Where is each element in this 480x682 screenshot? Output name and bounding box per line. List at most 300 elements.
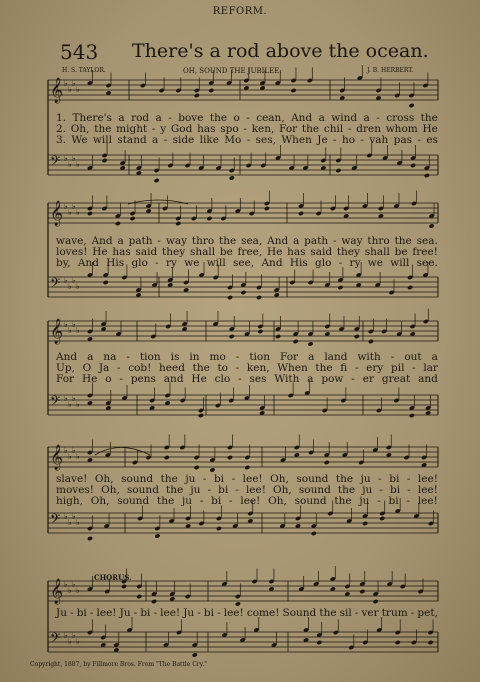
lyric-word: stand	[117, 134, 147, 146]
lyric-word: tion	[139, 351, 161, 363]
lyric-word: might	[116, 123, 148, 135]
chorus-label: CHORUS.	[94, 573, 132, 582]
lyric-word: y	[160, 123, 167, 135]
flat-sign-icon: ♭	[76, 160, 80, 169]
lyric-word: wind	[331, 112, 358, 124]
note-head	[428, 640, 434, 645]
lyric-word: a	[87, 351, 94, 363]
lyric-word: by,	[56, 257, 71, 269]
flat-sign-icon: ♭	[76, 586, 80, 595]
tie-arc	[95, 448, 150, 456]
lyric-word: shall	[364, 246, 390, 258]
lyric-word: clo	[214, 373, 231, 385]
lyric-word: -	[378, 473, 382, 485]
lyric-word: thro	[367, 235, 390, 247]
note-head	[216, 526, 222, 531]
lyric-line	[56, 134, 438, 146]
lyric-word: bi	[213, 473, 225, 485]
lyric-word: o	[233, 112, 240, 124]
lyric-line	[56, 495, 438, 507]
flat-sign-icon: ♭	[64, 276, 68, 285]
note-head	[379, 516, 385, 521]
lyric-word: And	[261, 257, 283, 269]
lyric-word: a	[293, 235, 300, 247]
lyric-word: -	[406, 473, 411, 485]
lyric-word: the	[301, 123, 320, 135]
note-head	[208, 88, 214, 93]
note-head	[151, 599, 157, 604]
lyric-word: they	[162, 246, 186, 258]
lyric-word: the	[94, 123, 112, 135]
lyric-word: -	[406, 495, 410, 507]
lyric-word: ry	[349, 257, 361, 269]
lyric-word: bove	[178, 112, 204, 124]
lyric-word: When	[277, 362, 308, 374]
lyric-word: bi	[218, 484, 229, 496]
flat-sign-icon: ♭	[76, 282, 80, 291]
note-head	[395, 640, 401, 645]
note-head	[121, 584, 127, 589]
lyric-word: spo	[220, 123, 239, 135]
lyric-word: sound	[126, 484, 159, 496]
note-head	[227, 295, 233, 300]
lyric-word: Oh,	[273, 484, 292, 496]
lyric-word: and	[418, 373, 438, 385]
lyric-word: -	[116, 362, 121, 374]
lyric-word: cean,	[256, 112, 285, 124]
lyric-word: -	[126, 351, 130, 363]
lyric-word: will	[92, 134, 112, 146]
note-head	[424, 173, 430, 178]
lyric-word: -	[197, 607, 201, 619]
lyric-word: we	[367, 257, 383, 269]
lyric-word: like	[199, 134, 219, 146]
note-head	[244, 465, 250, 470]
lyric-word: path	[128, 235, 153, 247]
lyric-word: see,	[233, 257, 255, 269]
lyric-line	[56, 257, 438, 269]
note-head	[373, 599, 379, 604]
flat-sign-icon: ♭	[68, 452, 72, 461]
lyric-word: es	[426, 134, 438, 146]
note-head	[275, 334, 281, 339]
lyric-word: the	[160, 473, 178, 485]
note-head	[298, 211, 304, 216]
note-head	[206, 216, 212, 221]
note-head	[408, 103, 414, 108]
lyric-word: -	[199, 495, 204, 507]
lyric-word: will	[206, 257, 226, 269]
lyric-word: glo	[131, 257, 148, 269]
lyric-word: the	[192, 362, 210, 374]
lyric-word: -	[410, 607, 415, 619]
lyric-word: to	[217, 362, 228, 374]
flat-sign-icon: ♭	[76, 452, 80, 461]
note-head	[209, 467, 215, 472]
lyric-word: free!	[412, 246, 438, 258]
note-head	[354, 334, 360, 339]
flat-sign-icon: ♭	[64, 631, 68, 640]
lyric-word: -	[377, 495, 381, 507]
lyric-word: -	[133, 607, 138, 619]
lyric-word: they	[336, 246, 360, 258]
lyric-word: When	[281, 134, 312, 146]
lyric-word: And	[91, 235, 113, 247]
lyric-word: tion	[249, 351, 270, 363]
lyric-word: For	[56, 373, 75, 385]
lyric-word: -	[217, 607, 221, 619]
treble-clef-icon: 𝄞	[50, 445, 64, 470]
lyric-word: sound	[294, 495, 327, 507]
note-head	[256, 295, 262, 300]
flat-sign-icon: ♭	[72, 512, 76, 521]
flat-sign-icon: ♭	[68, 160, 72, 169]
note-head	[293, 339, 299, 344]
lyric-word: -	[360, 134, 364, 146]
treble-clef-icon: 𝄞	[50, 319, 64, 344]
note-head	[410, 163, 416, 168]
lyric-word: Oh,	[94, 473, 114, 485]
note-head	[154, 178, 160, 183]
lyric-word: He	[92, 246, 108, 258]
lyric-word: sound	[296, 473, 329, 485]
lyric-word: His	[106, 257, 125, 269]
lyric-word: bi	[389, 473, 400, 485]
bass-clef-icon: 𝄢	[50, 630, 61, 649]
lyric-word: wave,	[56, 235, 87, 247]
lyric-word: trum	[381, 607, 408, 619]
lyric-word: in	[189, 351, 200, 363]
lyric-word: pow	[321, 373, 344, 385]
flat-sign-icon: ♭	[72, 580, 76, 589]
lyric-word: a	[307, 373, 314, 385]
lyric-word: sil	[339, 607, 352, 619]
flat-sign-icon: ♭	[68, 637, 72, 646]
note-head	[115, 221, 121, 226]
flat-sign-icon: ♭	[68, 586, 72, 595]
lyric-word: heed	[159, 362, 185, 374]
note-head	[307, 341, 313, 346]
lyric-word: ju	[185, 473, 196, 485]
flat-sign-icon: ♭	[68, 518, 72, 527]
flat-sign-icon: ♭	[72, 320, 76, 329]
lyric-word: He	[81, 373, 98, 385]
lyric-word: -	[333, 134, 337, 146]
lyric-word: Oh,	[270, 473, 289, 485]
note-head	[103, 280, 109, 285]
lyric-word: see.	[416, 257, 438, 269]
note-head	[240, 290, 246, 295]
note-head	[407, 285, 413, 290]
lyric-word: said	[135, 246, 158, 258]
lyric-word: cob!	[128, 362, 152, 374]
flat-sign-icon: ♭	[68, 282, 72, 291]
treble-clef-icon: 𝄞	[50, 78, 64, 103]
lyric-word: will	[390, 257, 410, 269]
lyric-word: lee!	[96, 607, 117, 619]
lyric-word: -	[246, 134, 251, 146]
lyric-word: the	[219, 235, 237, 247]
lyric-word: -	[70, 607, 74, 619]
flat-sign-icon: ♭	[68, 85, 72, 94]
lyric-word: way	[165, 235, 188, 247]
lyric-word: -	[151, 123, 156, 135]
lyric-word: ses,	[255, 134, 276, 146]
lyric-word: way	[341, 235, 363, 247]
note-head	[227, 455, 233, 460]
note-head	[409, 413, 415, 418]
lyric-word: Ju	[183, 607, 195, 619]
lyric-word: moves!	[56, 484, 95, 496]
lyric-word: vah	[369, 134, 389, 146]
lyric-word: Oh,	[268, 495, 287, 507]
lyric-word: Sound	[282, 607, 317, 619]
lyric-word: pet,	[417, 607, 438, 619]
flat-sign-icon: ♭	[68, 208, 72, 217]
lyric-word: the	[166, 484, 184, 496]
lyric-word: side	[172, 134, 195, 146]
lyric-word: lee!	[240, 495, 261, 507]
flat-sign-icon: ♭	[72, 446, 76, 455]
lyric-word: -	[235, 351, 240, 363]
lyric-word: land	[324, 351, 348, 363]
flat-sign-icon: ♭	[76, 637, 80, 646]
lyric-word: -	[157, 235, 161, 247]
lyric-word: bi	[390, 484, 401, 496]
note-head	[290, 88, 296, 93]
composer-credit: H. S. TAYLOR.	[62, 67, 106, 74]
lyric-word: with	[357, 351, 381, 363]
lyric-word: -	[163, 134, 168, 146]
hymn-number: 543	[60, 40, 99, 64]
lyric-word: bi	[388, 495, 399, 507]
lyric-line	[56, 373, 438, 385]
lyric-word: -	[207, 484, 211, 496]
lyric-word: Mo	[224, 134, 242, 146]
lyric-word: Ja	[98, 362, 110, 374]
lyric-word: sea.	[416, 235, 438, 247]
lyric-word: ju	[190, 484, 201, 496]
note-head	[368, 339, 374, 344]
flat-sign-icon: ♭	[64, 79, 68, 88]
lyric-word: Je	[317, 134, 328, 146]
lyric-word: lee!	[417, 484, 438, 496]
lyric-word: ho	[341, 134, 356, 146]
flat-sign-icon: ♭	[64, 394, 68, 403]
lyric-word: pens	[130, 373, 156, 385]
note-head	[229, 334, 235, 339]
lyric-word: -	[155, 257, 159, 269]
flat-sign-icon: ♭	[68, 400, 72, 409]
lyric-word: high,	[56, 495, 83, 507]
lyric-word: ju	[181, 495, 192, 507]
section-heading: REFORM.	[212, 6, 268, 17]
lyric-word: And	[56, 351, 78, 363]
lyric-word: There's	[72, 112, 112, 124]
note-head	[311, 531, 317, 536]
flat-sign-icon: ♭	[72, 394, 76, 403]
lyric-word: ju	[360, 473, 371, 485]
lyric-word: 3.	[56, 134, 67, 146]
lyric-word: a	[431, 351, 438, 363]
lyric-word: is	[170, 351, 180, 363]
lyric-word: For	[280, 351, 299, 363]
lyric-word: lar	[423, 362, 438, 374]
note-head	[362, 521, 368, 526]
lyric-word: Oh,	[90, 495, 110, 507]
flat-sign-icon: ♭	[76, 518, 80, 527]
lyric-word: Ju	[119, 607, 131, 619]
lyric-word: sound	[298, 484, 331, 496]
lyric-word: -	[238, 373, 242, 385]
bass-clef-icon: 𝄢	[50, 153, 61, 172]
lyric-line	[56, 607, 438, 619]
lyric-word: pil	[390, 362, 405, 374]
lyric-word: a	[152, 134, 159, 146]
bass-clef-icon: 𝄢	[50, 275, 61, 294]
lyric-word: pas	[393, 134, 413, 146]
hymn-title: There's a rod above the ocean.	[132, 40, 429, 62]
lyric-word: the	[394, 235, 412, 247]
lyric-word: ken,	[246, 362, 270, 374]
flat-sign-icon: ♭	[64, 580, 68, 589]
lyric-word: come!	[246, 607, 280, 619]
flat-sign-icon: ♭	[64, 202, 68, 211]
lyric-word: lee!	[245, 484, 266, 496]
lyric-word: -	[417, 134, 421, 146]
note-head	[192, 652, 198, 657]
lyric-word: ju	[362, 484, 373, 496]
lyric-word: the	[156, 495, 175, 507]
flat-sign-icon: ♭	[72, 202, 76, 211]
lyric-word: God	[170, 123, 193, 135]
lyric-word: Oh,	[70, 123, 90, 135]
flat-sign-icon: ♭	[64, 320, 68, 329]
bass-clef-icon: 𝄢	[50, 511, 61, 530]
note-head	[87, 211, 93, 216]
note-head	[257, 329, 263, 334]
lyric-word: -	[202, 473, 207, 485]
lyric-word: er	[362, 373, 374, 385]
lyric-word: sound	[121, 473, 154, 485]
lyric-word: out	[404, 351, 422, 363]
lyric-word: lee!	[417, 473, 438, 485]
lyric-word: a	[308, 351, 315, 363]
note-head	[229, 175, 235, 180]
lyric-word: -	[243, 123, 247, 135]
note-head	[335, 168, 341, 173]
lyric-word: -	[235, 484, 239, 496]
note-head	[198, 413, 204, 418]
lyric-word: o	[105, 373, 112, 385]
lyric-word: the	[319, 607, 337, 619]
lyric-word: sound	[117, 495, 150, 507]
lyric-word: loves!	[56, 246, 88, 258]
lyric-word: -	[229, 495, 233, 507]
flat-sign-icon: ♭	[76, 85, 80, 94]
lyric-word: -	[407, 484, 411, 496]
lyric-word: -	[235, 362, 240, 374]
note-head	[87, 536, 93, 541]
flat-sign-icon: ♭	[76, 208, 80, 217]
lyric-word: Up,	[56, 362, 75, 374]
note-head	[102, 158, 108, 163]
lyric-word: chil	[323, 123, 344, 135]
flat-sign-icon: ♭	[68, 326, 72, 335]
lyric-word: fi	[340, 362, 348, 374]
note-head	[235, 601, 241, 606]
lyric-word: rod	[131, 112, 150, 124]
lyric-word: He	[191, 373, 207, 385]
lyric-word: And	[77, 257, 99, 269]
treble-clef-icon: 𝄞	[50, 201, 64, 226]
note-head	[154, 533, 160, 538]
lyric-word: glo	[315, 257, 332, 269]
lyric-word: bi	[76, 607, 87, 619]
note-head	[194, 465, 200, 470]
lyric-word: mo	[209, 351, 226, 363]
lyric-word: whom	[385, 123, 418, 135]
lyric-word: ery	[366, 362, 384, 374]
lyric-word: 1.	[56, 112, 67, 124]
flat-sign-icon: ♭	[64, 446, 68, 455]
lyric-word: great	[381, 373, 411, 385]
flat-sign-icon: ♭	[76, 400, 80, 409]
lyric-word: has	[112, 246, 131, 258]
lyric-word: His	[289, 257, 308, 269]
lyric-word: the	[315, 362, 333, 374]
lyric-word: -	[89, 607, 94, 619]
lyric-word: ry	[165, 257, 177, 269]
lyric-word: -	[354, 362, 359, 374]
note-head	[130, 216, 136, 221]
lyric-word: -	[347, 123, 352, 135]
lyric-word: 2.	[56, 123, 67, 135]
tune-name: OH, SOUND THE JUBILEE.	[183, 67, 282, 75]
lyric-word: cross	[386, 112, 415, 124]
lyric-word: the	[337, 484, 356, 496]
lyric-word: -	[412, 362, 416, 374]
lyric-word: slave!	[56, 473, 88, 485]
lyric-word: bi	[211, 495, 222, 507]
lyric-word: be	[394, 246, 408, 258]
lyric-word: bi	[140, 607, 151, 619]
lyric-word: We	[71, 134, 88, 146]
note-head	[136, 594, 142, 599]
lyric-word: lee!	[417, 495, 438, 507]
flat-sign-icon: ♭	[64, 154, 68, 163]
lyric-word: a	[117, 235, 124, 247]
lyric-word: lee!	[223, 607, 244, 619]
lyric-word: -	[153, 607, 158, 619]
lyric-word: the	[420, 112, 438, 124]
treble-clef-icon: 𝄞	[50, 579, 64, 604]
lyric-word: bi	[203, 607, 215, 619]
arranger-credit: J. B. HERBERT.	[367, 67, 414, 74]
lyric-word: free,	[237, 246, 263, 258]
lyric-word: the	[334, 495, 352, 507]
note-head	[316, 640, 322, 645]
lyric-word: ken,	[251, 123, 275, 135]
lyric-word: na	[103, 351, 117, 363]
flat-sign-icon: ♭	[64, 512, 68, 521]
lyric-word: has	[197, 123, 216, 135]
lyric-word: -	[376, 112, 380, 124]
note-head	[194, 93, 200, 98]
lyric-word: -	[332, 235, 337, 247]
lyric-word: the	[335, 473, 354, 485]
note-head	[175, 221, 181, 226]
